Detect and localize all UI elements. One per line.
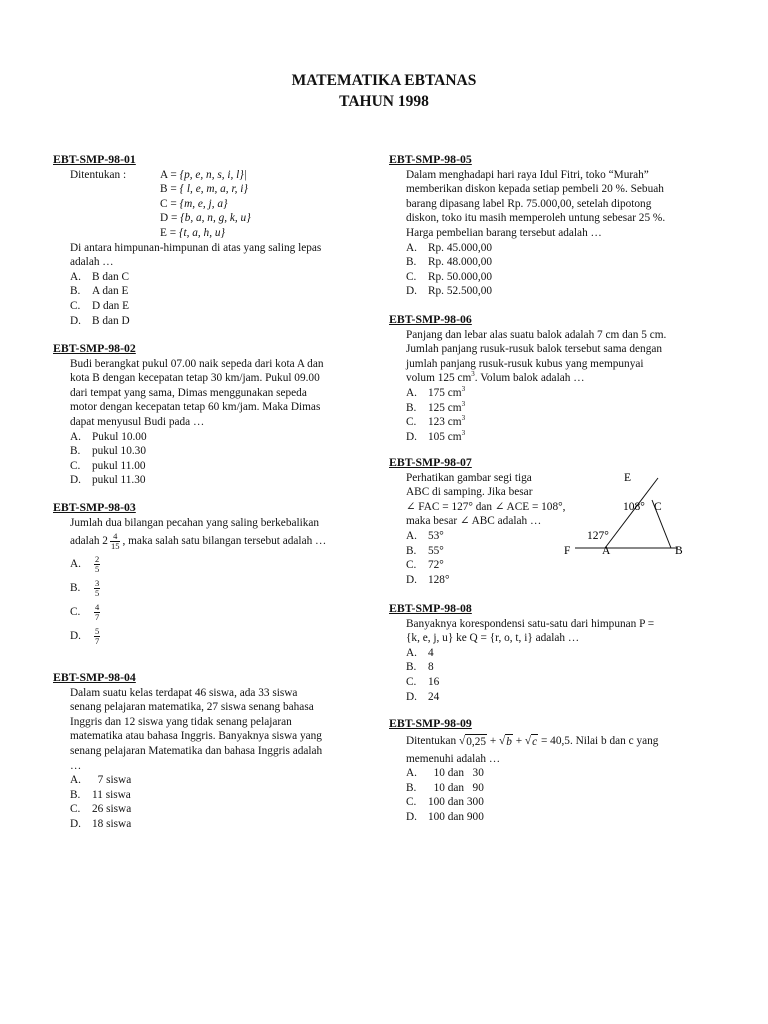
option-c: C. 16 xyxy=(406,675,440,688)
option-d: D. Rp. 52.500,00 xyxy=(406,285,493,298)
option-c: C. 123 $cm^3$ xyxy=(406,414,466,429)
question-02 xyxy=(53,341,378,488)
option-c: C. $\frac{4}{7}$ xyxy=(70,601,100,622)
doc-title: MATEMATIKA EBTANAS xyxy=(291,72,477,89)
question-text: senang pelajaran matematika, 27 siswa senang bahasa xyxy=(70,701,314,714)
option-d: D. 100 dan 900 xyxy=(406,810,484,823)
option-d: D. $\frac{5}{7}$ xyxy=(70,625,100,646)
question-05 xyxy=(389,152,719,299)
option-a: A. $\frac{2}{5}$ xyxy=(70,553,100,574)
option-c: C. D dan E xyxy=(70,299,130,312)
option-a: A. Rp. 45.000,00 xyxy=(406,241,493,254)
question-text: senang pelajaran Matematika dan bahasa Inggris adalah xyxy=(70,744,323,757)
question-text: Jumlah panjang rusuk-rusuk balok tersebut sama dengan xyxy=(406,343,663,356)
option-a: A. 10 dan 30 xyxy=(406,767,484,780)
option-a: A. B dan C xyxy=(70,270,130,283)
question-text: Panjang dan lebar alas suatu balok adalah 7 cm dan 5 cm. xyxy=(406,328,667,341)
set-members: {m, e, j, a} xyxy=(179,197,228,210)
label-a: A xyxy=(602,545,611,557)
intro: Ditentukan : xyxy=(70,168,127,181)
option-c: C. 100 dan 300 xyxy=(406,796,484,809)
label-e: E xyxy=(624,472,632,484)
question-text: diskon, toko itu masih memperoleh untung sebesar 25 %. xyxy=(406,212,666,225)
question-text: motor dengan kecepatan tetap 60 km/jam. Maka Dimas xyxy=(70,401,321,414)
set-name: D = xyxy=(160,212,178,225)
set-name: B = xyxy=(160,183,177,196)
question-text: kota B dengan kecepatan tetap 30 km/jam. Pukul 09.00 xyxy=(70,372,320,385)
question-text: memberikan diskon kepada setiap pembeli 20 %. Sebuah xyxy=(406,183,664,196)
option-b: B. Rp. 48.000,00 xyxy=(406,256,493,269)
question-text: dapat menyusul Budi pada … xyxy=(70,415,205,428)
option-c: C. 72° xyxy=(406,559,444,572)
label-angle-a: 127° xyxy=(587,530,609,542)
triangle-figure xyxy=(555,465,695,565)
line-ae xyxy=(605,478,658,548)
question-id: EBT-SMP-98-05 xyxy=(389,152,472,166)
option-a: A. Pukul 10.00 xyxy=(70,430,147,443)
question-04 xyxy=(53,670,378,832)
question-text: Jumlah dua bilangan pecahan yang saling berkebalikan xyxy=(70,516,320,529)
question-text: Inggris dan 12 siswa yang tidak senang pelajaran xyxy=(70,715,292,728)
question-text: ABC di samping. Jika besar xyxy=(406,486,533,499)
option-b: B. 55° xyxy=(406,544,444,557)
question-id: EBT-SMP-98-09 xyxy=(389,716,472,730)
question-text: Dalam menghadapi hari raya Idul Fitri, toko “Murah” xyxy=(406,168,649,181)
question-09 xyxy=(389,716,719,825)
option-c: C. pukul 11.00 xyxy=(70,459,146,472)
option-b: B. 8 xyxy=(406,661,434,674)
option-d: D. B dan D xyxy=(70,314,130,327)
option-a: A. 7 siswa xyxy=(70,774,132,787)
question-text: dari tempat yang sama, Dimas menggunakan sepeda xyxy=(70,386,307,399)
set-name: A = xyxy=(160,168,177,181)
question-text: … xyxy=(70,759,82,772)
question-text: Budi berangkat pukul 07.00 naik sepeda dari kota A dan xyxy=(70,357,324,370)
question-text: jumlah panjang rusuk-rusuk kubus yang mempunyai xyxy=(406,357,644,370)
set-members: { l, e, m, a, r, i} xyxy=(179,183,248,196)
question-08 xyxy=(389,601,719,704)
option-c: C. Rp. 50.000,00 xyxy=(406,270,493,283)
question-id: EBT-SMP-98-01 xyxy=(53,152,136,166)
question-text: barang dipasang label Rp. 75.000,00, setelah dipotong xyxy=(406,197,652,210)
question-text: Banyaknya korespondensi satu-satu dari himpunan P = xyxy=(406,617,655,630)
question-text: {k, e, j, u} ke Q = {r, o, t, i} adalah … xyxy=(406,632,580,645)
doc-subtitle: TAHUN 1998 xyxy=(339,93,429,110)
question-id: EBT-SMP-98-06 xyxy=(389,312,472,326)
option-b: B. 10 dan 90 xyxy=(406,781,484,794)
question-text: memenuhi adalah … xyxy=(406,752,501,765)
question-text: Di antara himpunan-himpunan di atas yang saling lepas xyxy=(70,241,322,254)
mixed-fraction: $\frac{4}{15}$ xyxy=(110,530,120,551)
label-angle-c: 108° xyxy=(623,501,645,513)
option-d: D. 24 xyxy=(406,690,440,703)
option-d: D. 105 $cm^3$ xyxy=(406,428,466,443)
option-b: B. pukul 10.30 xyxy=(70,445,146,458)
set-members: {b, a, n, g, k, u} xyxy=(180,212,251,225)
set-members: {p, e, n, s, i, l}| xyxy=(179,168,247,181)
option-b: B. 125 $cm^3$ xyxy=(406,399,466,414)
question-text: Dalam suatu kelas terdapat 46 siswa, ada 33 siswa xyxy=(70,686,298,699)
question-id: EBT-SMP-98-04 xyxy=(53,670,136,684)
option-b: B. A dan E xyxy=(70,285,129,298)
option-a: A. 53° xyxy=(406,529,444,542)
label-c: C xyxy=(654,501,662,513)
question-id: EBT-SMP-98-02 xyxy=(53,341,136,355)
question-text: maka besar ∠ ABC adalah … xyxy=(406,515,542,528)
question-text: volum 125 $cm^3$. Volum balok adalah … xyxy=(406,370,585,385)
option-b: B. $\frac{3}{5}$ xyxy=(70,577,100,598)
option-d: D. 128° xyxy=(406,573,450,586)
option-b: B. 11 siswa xyxy=(70,788,131,801)
label-f: F xyxy=(564,545,571,557)
set-members: {t, a, h, u} xyxy=(178,226,226,239)
question-03 xyxy=(53,500,378,648)
option-c: C. 26 siswa xyxy=(70,803,132,816)
question-text: Perhatikan gambar segi tiga xyxy=(406,471,532,484)
question-06 xyxy=(389,312,719,444)
option-a: A. 4 xyxy=(406,646,434,659)
question-text: Harga pembelian barang tersebut adalah … xyxy=(406,226,602,239)
label-b: B xyxy=(675,545,683,557)
question-id: EBT-SMP-98-07 xyxy=(389,455,472,469)
option-a: A. 175 $cm^3$ xyxy=(406,385,466,399)
option-d: D. pukul 11.30 xyxy=(70,474,146,487)
question-text: ∠ FAC = 127° dan ∠ ACE = 108°, xyxy=(406,500,566,513)
question-id: EBT-SMP-98-08 xyxy=(389,601,472,615)
set-name: C = xyxy=(160,197,177,210)
set-name: E = xyxy=(160,226,177,239)
question-text: Ditentukan √ 0,25 + √ b + √ c = 40,5. Nilai b dan c yang xyxy=(406,735,659,748)
question-text: matematika atau bahasa Inggris. Banyaknya siswa yang xyxy=(70,730,322,743)
question-text: adalah … xyxy=(70,256,114,269)
question-text: adalah 2 $\frac{4}{15}$ , maka salah satu bilangan tersebut adalah … xyxy=(70,530,327,551)
question-01 xyxy=(53,152,378,328)
question-id: EBT-SMP-98-03 xyxy=(53,500,136,514)
option-d: D. 18 siswa xyxy=(70,817,132,830)
